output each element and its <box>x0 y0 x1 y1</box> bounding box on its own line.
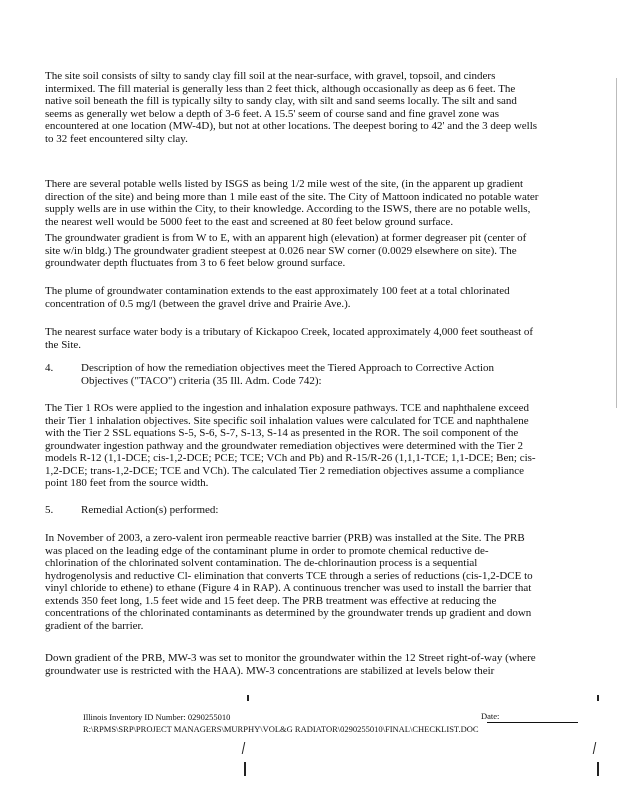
scan-speck <box>242 742 246 754</box>
text-line: Objectives ("TACO") criteria (35 Ill. Adm. Code 742): <box>81 374 322 387</box>
text-line: Remedial Action(s) performed: <box>81 504 219 516</box>
text-line: concentration of 0.5 mg/l (between the gravel drive and Prairie Ave.). <box>45 297 351 310</box>
text-line: the nearest well would be 5000 feet to the east and screened at 80 feet below ground surface. <box>45 215 454 228</box>
text-line: point 180 feet from the source width. <box>45 477 209 489</box>
text-line: The site soil consists of silty to sandy clay fill soil at the near-surface, with gravel, topsoil, and cinders <box>45 70 496 82</box>
section-title <box>81 362 494 387</box>
text-line: In November of 2003, a zero-valent iron permeable reactive barrier (PRB) was installed at the Site. The PRB <box>45 532 525 544</box>
text-line: Description of how the remediation objectives meet the Tiered Approach to Corrective Action <box>81 362 495 374</box>
paragraph-groundwater-gradient <box>45 232 526 270</box>
scan-edge-line <box>616 78 617 408</box>
section-number: 4. <box>45 362 54 374</box>
scan-speck <box>593 742 597 754</box>
scan-speck <box>247 695 249 701</box>
text-line: concentrations of the chlorinated contaminants as determined by the groundwater trends up gradient and down <box>45 607 532 619</box>
text-line: seems as generally wet below a depth of 3-6 feet. A 15.5' seem of course sand and fine gravel zone was <box>45 107 500 120</box>
text-line: gradient of the barrier. <box>45 619 144 632</box>
date-signature-line <box>487 722 578 723</box>
scan-speck <box>244 762 246 776</box>
text-line: There are several potable wells listed by ISGS as being 1/2 mile west of the site, (in the apparent up gradient <box>45 178 524 190</box>
section-number: 5. <box>45 504 54 516</box>
scan-speck <box>597 695 599 701</box>
text-line: groundwater use is restricted with the HAA). MW-3 concentrations are stabilized at levels below their <box>45 664 495 677</box>
text-line: The plume of groundwater contamination extends to the east approximately 100 feet at a total chlorinated <box>45 285 510 297</box>
text-line: to 32 feet encountered silty clay. <box>45 132 188 145</box>
paragraph-potable-wells <box>45 178 538 228</box>
paragraph-prb-installation <box>45 532 533 632</box>
text-line: with the Tier 2 SSL equations S-5, S-6, S-7, S-13, S-14 as presented in the ROR. The soil component of the <box>45 427 519 439</box>
text-line: hydrogenolysis and reductive Cl- elimination that converts TCE through a series of reductions (cis-1,2-DCE to <box>45 569 533 582</box>
text-line: groundwater depth fluctuates from 3 to 6 feet below ground surface. <box>45 257 346 269</box>
text-line: groundwater ingestion pathway and the groundwater remediation objectives were determined with the Tier 2 <box>45 439 524 452</box>
text-line: vinyl chloride to ethene) to ethane (Figure 4 in RAP). A continuous trencher was used to install the barrier that <box>45 582 532 594</box>
text-line: intermixed. The fill material is generally less than 2 feet thick, although occasionally as deep as 6 feet. The <box>45 82 516 95</box>
text-line: chlorination of the chlorinated solvent contamination. The de-chlorinaution process is a sequential <box>45 557 478 569</box>
section-title <box>81 504 218 517</box>
text-line: was placed on the leading edge of the contaminant plume in order to promote chemical reductive de- <box>45 544 489 557</box>
text-line: The groundwater gradient is from W to E, with an apparent high (elevation) at former degreaser pit (center of <box>45 232 527 244</box>
paragraph-plume <box>45 285 510 310</box>
text-line: supply wells are in use within the City, to their knowledge. According to the ISWS, there are no potable wells, <box>45 203 531 215</box>
text-line: extends 350 feet long, 1.5 feet wide and 15 feet deep. The PRB treatment was effective at reducing the <box>45 594 497 607</box>
text-line: site w/in bldg.) The groundwater gradient steepest at 0.026 near SW corner (0.0029 elsewhere on site). The <box>45 244 517 257</box>
text-line: their Tier 1 inhalation objectives. Site specific soil inhalation values were calculated for TCE and naphthalene <box>45 414 529 427</box>
text-line: 1,2-DCE; trans-1,2-DCE; TCE and VCh). The calculated Tier 2 remediation objectives assume a compliance <box>45 464 524 477</box>
text-line: the Site. <box>45 338 82 351</box>
footer-file-path: R:\RPMS\SRP\PROJECT MANAGERS\MURPHY\VOL&G RADIATOR\0290255010\FINAL\CHECKLIST.DOC <box>83 724 479 734</box>
paragraph-site-soil <box>45 70 537 145</box>
scan-speck <box>597 762 599 776</box>
paragraph-surface-water <box>45 326 533 351</box>
text-line: encountered at one location (MW-4D), but not at other locations. The deepest boring to 42' and the 3 deep wells <box>45 120 538 132</box>
text-line: Down gradient of the PRB, MW-3 was set to monitor the groundwater within the 12 Street right-of-way (where <box>45 652 536 664</box>
footer-date-label: Date: <box>481 711 500 721</box>
paragraph-tier-objectives <box>45 402 536 490</box>
text-line: The nearest surface water body is a tributary of Kickapoo Creek, located approximately 4,000 feet southeast of <box>45 326 534 338</box>
text-line: The Tier 1 ROs were applied to the ingestion and inhalation exposure pathways. TCE and naphthalene exceed <box>45 402 529 414</box>
footer-inventory-id: Illinois Inventory ID Number: 0290255010 <box>83 712 231 722</box>
paragraph-down-gradient <box>45 652 536 677</box>
text-line: native soil beneath the fill is typically silty to sandy clay, with silt and sand seems locally. The silt and sand <box>45 95 517 107</box>
text-line: direction of the site) and being more than 1 mile east of the site. The City of Mattoon indicated no potable water <box>45 190 539 203</box>
text-line: models R-12 (1,1-DCE; cis-1,2-DCE; PCE; TCE; VCh and Pb) and R-15/R-26 (1,1,1-TCE; 1,1-DCE; Ben; cis- <box>45 452 536 464</box>
